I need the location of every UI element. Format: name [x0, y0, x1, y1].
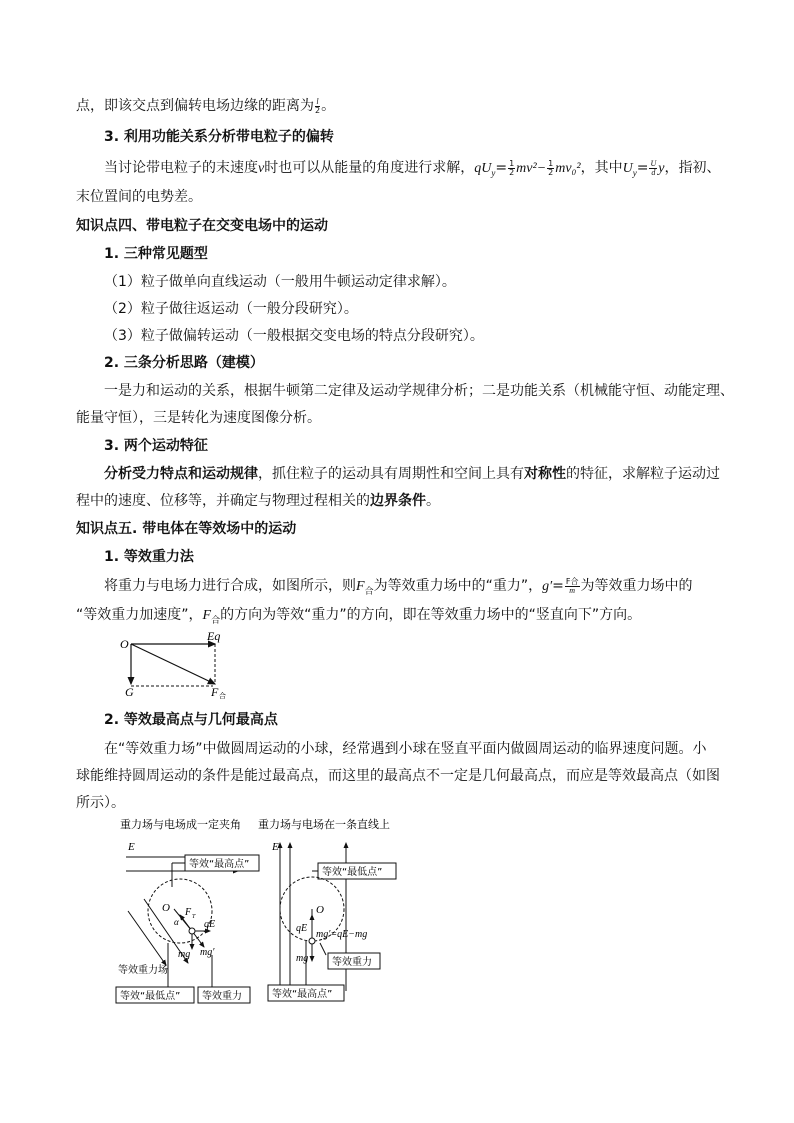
label-E-left: E [128, 841, 135, 853]
frac-num: l [316, 96, 319, 106]
bold-text: 边界条件 [370, 493, 426, 509]
label-mgp-left: mg′ [200, 947, 215, 958]
sub-he: 合 [364, 586, 374, 597]
text: ，抓住粒子的运动具有周期性和空间上具有 [258, 466, 524, 482]
text-equivalent-lowest-right: 等效“最低点” [322, 867, 383, 878]
text: 时也可以从能量的角度进行求解， [264, 160, 475, 176]
label-he: 合 [219, 692, 226, 700]
var-U: U [622, 161, 633, 176]
frac-den: 2 [548, 167, 554, 177]
gravity-line2 [76, 605, 724, 631]
subheading-equivalent-highest: 2. 等效最高点与几何最高点 [104, 712, 278, 728]
frac-den: 2 [509, 167, 515, 177]
text: 程中的速度、位移等，并确定与物理过程相关的 [76, 493, 370, 509]
sub-y: y [632, 167, 637, 178]
text: 为等效重力场中的“重力”， [373, 578, 543, 594]
energy-paragraph-line2: 末位置间的电势差。 [76, 189, 202, 205]
subheading-equivalent-gravity: 1. 等效重力法 [104, 549, 194, 565]
paragraph-end-line [76, 96, 724, 116]
label-mgp-right: mg′=qE−mg [316, 929, 368, 940]
ball-left [189, 928, 195, 934]
ball-right [309, 938, 315, 944]
highest-line2: 球能维持圆周运动的条件是能过最高点，而这里的最高点不一定是几何最高点，而应是等效最高点（如图 [76, 768, 720, 784]
fraction-F-over-m [565, 578, 580, 595]
label-O: O [120, 637, 129, 651]
caption-right: 重力场与电场在一条直线上 [258, 818, 390, 831]
label-Eq: Eq [207, 632, 221, 643]
text: 为等效重力场中的 [580, 578, 693, 594]
list-item: （3）粒子做偏转运动（一般根据交变电场的特点分段研究）。 [104, 328, 484, 344]
text: 的方向为等效“重力”的方向，即在等效重力场中的“竖直向下”方向。 [220, 607, 642, 623]
resultant-arrow [131, 644, 215, 684]
sub-he: 合 [211, 615, 221, 626]
list-item: （1）粒子做单向直线运动（一般用牛顿运动定律求解）。 [104, 274, 456, 290]
energy-paragraph-line1 [104, 158, 724, 183]
label-field: 等效重力场 [118, 965, 168, 976]
bold-text: 对称性 [524, 466, 566, 482]
ideas-line1: 一是力和运动的关系，根据牛顿第二定律及运动学规律分析；二是功能关系（机械能守恒、动能定理、 [104, 383, 734, 399]
knowledge-point-4-heading: 知识点四、带电粒子在交变电场中的运动 [76, 218, 328, 234]
formula-qU: qU [474, 161, 492, 176]
formula-mv2: mv²− [516, 161, 547, 176]
subheading-three-types: 1. 三种常见题型 [104, 246, 208, 262]
frac-den: d [651, 167, 656, 177]
label-FT-sub: T [192, 914, 196, 920]
force-composition-diagram [115, 632, 245, 700]
label-mg-right: mg [296, 953, 309, 964]
label-O-left: O [162, 902, 170, 914]
frac-den: m [569, 585, 576, 595]
frac-num: 1 [548, 158, 554, 168]
label-qE-left: qE [204, 919, 216, 930]
text-equivalent-highest-left: 等效“最高点” [189, 859, 250, 870]
label-E-right: E [272, 841, 279, 853]
label-G: G [125, 685, 134, 699]
features-line1 [104, 464, 724, 484]
text: ，指初、 [664, 160, 721, 176]
frac-num: F合 [565, 576, 579, 586]
text: 。 [321, 98, 336, 114]
text: “等效重力加速度”， [76, 607, 203, 623]
fraction-U-over-d [649, 160, 657, 177]
text: 点，即该交点到偏转电场边缘的距离为 [76, 98, 314, 114]
subheading-three-ideas: 2. 三条分析思路（建模） [104, 355, 264, 371]
frac-den: 2 [315, 105, 321, 115]
label-FT: F [185, 907, 192, 918]
text: 。 [426, 493, 440, 509]
subheading-two-features: 3. 两个运动特征 [104, 438, 208, 454]
highest-line3: 所示）。 [76, 795, 125, 811]
fraction-half [547, 160, 554, 177]
text-equivalent-lowest-left: 等效“最低点” [120, 991, 181, 1002]
text: ，其中 [580, 160, 623, 176]
text-equivalent-gravity-left: 等效重力 [202, 991, 242, 1002]
equals: = [495, 160, 508, 176]
list-item: （2）粒子做往返运动（一般分段研究）。 [104, 301, 358, 317]
formula-mv02: mv₀² [555, 161, 581, 176]
features-line2 [76, 491, 724, 511]
sub-y: y [491, 167, 496, 178]
label-O-right: O [316, 904, 324, 916]
var-F: F [356, 579, 365, 594]
text: 的特征，求解粒子运动过 [566, 466, 720, 482]
var-g-prime: g′ [542, 579, 553, 594]
section-heading: 3. 利用功能关系分析带电粒子的偏转 [104, 129, 334, 145]
fraction-l-over-2 [315, 98, 320, 115]
equivalent-field-diagram [100, 815, 410, 1010]
highest-line1: 在“等效重力场”中做圆周运动的小球，经常遇到小球在竖直平面内做圆周运动的临界速度问题。小 [104, 741, 707, 757]
label-mg-left: mg [178, 949, 191, 960]
frac-num: 1 [509, 158, 515, 168]
text: 将重力与电场力进行合成，如图所示，则 [104, 578, 356, 594]
var-v: v [258, 161, 265, 176]
label-qE-right: qE [296, 923, 308, 934]
gravity-line1 [104, 576, 724, 602]
pointer-line [320, 943, 326, 955]
ideas-line2: 能量守恒），三是转化为速度图像分析。 [76, 410, 321, 426]
equals: = [552, 578, 564, 594]
knowledge-point-5-heading: 知识点五. 带电体在等效场中的运动 [76, 521, 297, 537]
frac-num: U [650, 158, 657, 168]
text: 当讨论带电粒子的末速度 [104, 160, 258, 176]
label-alpha: α [174, 917, 179, 927]
var-F: F [202, 608, 212, 623]
equals: = [636, 160, 649, 176]
label-F: F [211, 685, 219, 699]
fraction-half [508, 160, 515, 177]
caption-left: 重力场与电场成一定夹角 [120, 818, 241, 831]
var-y: y [658, 161, 665, 176]
equivalent-field-line [128, 911, 166, 965]
text-equivalent-gravity-right: 等效重力 [332, 957, 372, 968]
circle-path-left [148, 879, 212, 943]
bold-text: 分析受力特点和运动规律 [104, 466, 258, 482]
text-equivalent-highest-right: 等效“最高点” [272, 989, 333, 1000]
